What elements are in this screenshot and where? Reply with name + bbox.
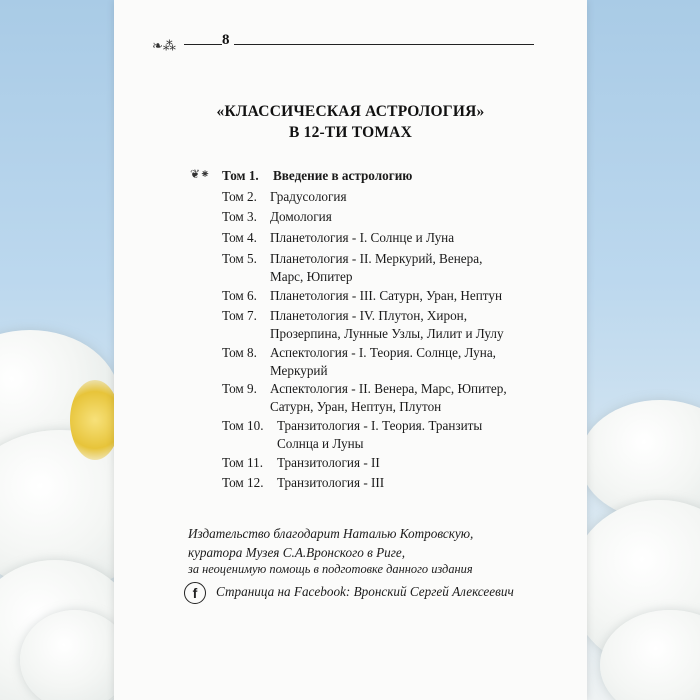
volume-number: Том 5. bbox=[222, 251, 257, 266]
volume-title: Планетология - II. Меркурий, Венера, bbox=[270, 251, 483, 266]
book-page bbox=[114, 0, 587, 700]
facebook-icon: f bbox=[184, 582, 206, 604]
volume-number: Том 11. bbox=[222, 455, 264, 470]
volume-title: Транзитология - III bbox=[277, 475, 385, 490]
ack-line: куратора Музея С.А.Вронского в Риге, bbox=[188, 545, 406, 560]
volume-title-cont: Меркурий bbox=[270, 363, 328, 378]
volume-title: Градусология bbox=[270, 189, 347, 204]
facebook-label: Страница на Facebook: Вронский Сергей Алексеевич bbox=[216, 584, 514, 599]
flourish-icon: ❦⁕ bbox=[190, 167, 211, 181]
volume-title: Домология bbox=[270, 209, 332, 224]
header-rule bbox=[184, 44, 534, 45]
volume-title: Аспектология - I. Теория. Солнце, Луна, bbox=[270, 345, 496, 360]
ornament-icon: ❧⁂ bbox=[152, 38, 176, 53]
volume-title: Планетология - III. Сатурн, Уран, Нептун bbox=[270, 288, 503, 303]
volume-title-cont: Солнца и Луны bbox=[277, 436, 364, 451]
volume-number: Том 6. bbox=[222, 288, 257, 303]
series-subtitle: В 12-ТИ ТОМАХ bbox=[289, 124, 412, 141]
volume-number: Том 9. bbox=[222, 381, 257, 396]
volume-number: Том 2. bbox=[222, 189, 257, 204]
volume-title: Введение в астрологию bbox=[273, 168, 413, 183]
series-title: «КЛАССИЧЕСКАЯ АСТРОЛОГИЯ» bbox=[216, 103, 485, 120]
volume-title: Транзитология - II bbox=[277, 455, 380, 470]
volume-title: Планетология - IV. Плутон, Хирон, bbox=[270, 308, 468, 323]
volume-number: Том 4. bbox=[222, 230, 257, 245]
volume-number: Том 7. bbox=[222, 308, 257, 323]
page-header bbox=[152, 34, 534, 54]
volume-number: Том 12. bbox=[222, 475, 264, 490]
volume-title-cont: Марс, Юпитер bbox=[270, 269, 353, 284]
volume-title-cont: Прозерпина, Лунные Узлы, Лилит и Лулу bbox=[270, 326, 504, 341]
volume-number: Том 8. bbox=[222, 345, 257, 360]
flower-center bbox=[70, 380, 120, 460]
volume-number: Том 10. bbox=[222, 418, 264, 433]
volume-title: Транзитология - I. Теория. Транзиты bbox=[277, 418, 483, 433]
page-number: 8 bbox=[222, 32, 234, 49]
volume-number: Том 1. bbox=[222, 168, 259, 183]
ack-line: Издательство благодарит Наталью Котровскую, bbox=[188, 526, 474, 541]
volume-title-cont: Сатурн, Уран, Нептун, Плутон bbox=[270, 399, 442, 414]
volume-title: Планетология - I. Солнце и Луна bbox=[270, 230, 455, 245]
facebook-link[interactable] bbox=[184, 582, 564, 606]
volume-number: Том 3. bbox=[222, 209, 257, 224]
volume-title: Аспектология - II. Венера, Марс, Юпитер, bbox=[270, 381, 507, 396]
ack-line: за неоценимую помощь в подготовке данного издания bbox=[188, 562, 473, 576]
